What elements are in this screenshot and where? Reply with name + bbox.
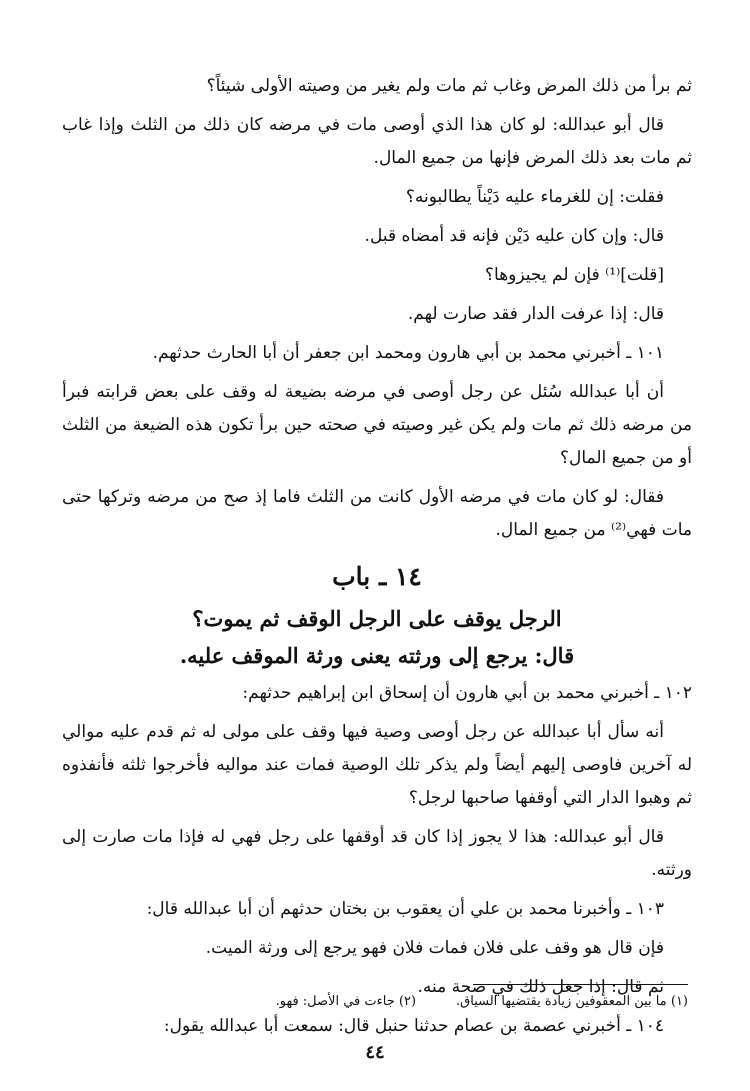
paragraph: فإن قال هو وقف على فلان فمات فلان فهو يرجع إلى ورثة الميت. (205, 938, 664, 958)
footnote-divider (473, 984, 688, 985)
footnote-1: (١) ما بين المعقوفين زيادة يقتضيها السياق. (456, 994, 688, 1009)
chapter-title-line1: الرجل يوقف على الرجل الوقف ثم يموت؟ (192, 606, 562, 631)
paragraph: فقلت: إن للغرماء عليه دَيْناً يطالبونه؟ (405, 187, 664, 207)
footnotes (62, 994, 688, 1009)
page-number: ٤٤ (365, 1042, 385, 1063)
hadith-103-isnad: ١٠٣ ـ وأخبرنا محمد بن علي أن يعقوب بن بختان حدثهم أن أبا عبدالله قال: (146, 899, 664, 919)
hadith-102-isnad: ١٠٢ ـ أخبرني محمد بن أبي هارون أن إسحاق ابن إبراهيم حدثهم: (242, 683, 692, 703)
paragraph: فقال: لو كان مات في مرضه الأول كانت من الثلث فاما إذ صح من مرضه وتركها حتى مات فهي⁽²⁾ من جميع المال. (62, 487, 692, 540)
chapter-title-line2: قال: يرجع إلى ورثته يعنى ورثة الموقف عليه. (179, 643, 575, 668)
paragraph: قال: إذا عرفت الدار فقد صارت لهم. (407, 304, 664, 324)
paragraph: أنه سأل أبا عبدالله عن رجل أوصى وصية فيها وقف على مولى له ثم قدم عليه موالي له آخرين فاوصى إليهم أيضاً ولم يذكر تلك الوصية فمات عند مواليه فأخرجوا ثلثه فأنفذوه ثم وهبوا الدار التي أوقفها صاحبها لرجل؟ (62, 722, 692, 808)
hadith-101-isnad: ١٠١ ـ أخبرني محمد بن أبي هارون ومحمد ابن جعفر أن أبا الحارث حدثهم. (152, 343, 664, 363)
footnote-2: (٢) جاءت في الأصل: فهو. (275, 994, 417, 1009)
paragraph: قال أبو عبدالله: لو كان هذا الذي أوصى مات في مرضه كان ذلك من الثلث وإذا غاب ثم مات بعد ذلك المرض فإنها من جميع المال. (62, 115, 692, 168)
paragraph: أن أبا عبدالله سُئل عن رجل أوصى في مرضه بضيعة له وقف على بعض قرابته فبرأ من مرضه ذلك ثم مات ولم يكن غير وصيته في صحته حين برأ تكون هذه الضيعة من الثلث أو من جميع المال؟ (62, 382, 692, 468)
paragraph: قال: وإن كان عليه دَيْن فإنه قد أمضاه قبل. (364, 226, 664, 246)
hadith-104-isnad: ١٠٤ ـ أخبرني عصمة بن عصام حدثنا حنبل قال: سمعت أبا عبدالله يقول: (163, 1016, 664, 1036)
paragraph: قال أبو عبدالله: هذا لا يجوز إذا كان قد أوقفها على رجل فهي له فإذا مات صارت إلى ورثته. (62, 827, 692, 880)
chapter-heading: ١٤ ـ باب (332, 562, 422, 591)
page-body (62, 70, 692, 1049)
paragraph: ثم برأ من ذلك المرض وغاب ثم مات ولم يغير من وصيته الأولى شيئاً؟ (206, 76, 692, 96)
paragraph: ثم قال: إذا جعل ذلك في صحة منه. (417, 977, 664, 997)
paragraph: [قلت]⁽¹⁾ فإن لم يجيزوها؟ (485, 265, 664, 285)
